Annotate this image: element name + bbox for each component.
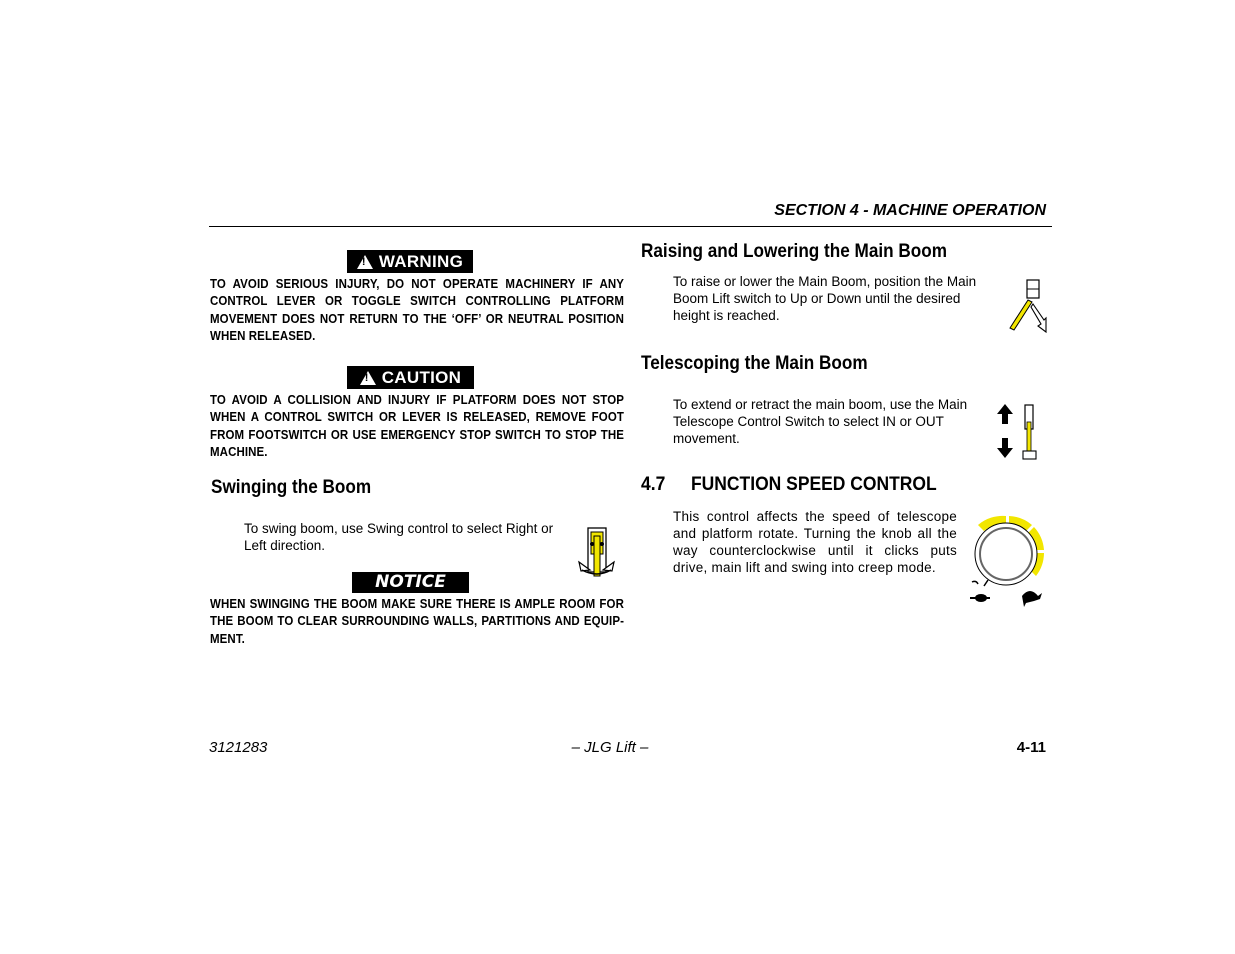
notice-text: WHEN SWINGING THE BOOM MAKE SURE THERE IS AMPLE ROOM FOR THE BOOM TO CLEAR SURROUNDING WALLS, PARTITIONS AND EQUIP-MENT. xyxy=(210,597,624,646)
speed-heading: FUNCTION SPEED CONTROL xyxy=(691,474,937,495)
speed-knob-icon[interactable] xyxy=(966,510,1048,612)
warning-label: WARNING xyxy=(378,251,464,271)
raise-heading: Raising and Lowering the Main Boom xyxy=(641,240,948,262)
boom-lift-switch-icon xyxy=(1006,278,1048,334)
section-header: SECTION 4 - MACHINE OPERATION xyxy=(774,202,1046,219)
rabbit-icon xyxy=(1022,591,1042,607)
swing-control-icon xyxy=(576,526,620,580)
caution-text: TO AVOID A COLLISION AND INJURY IF PLATFORM DOES NOT STOP WHEN A CONTROL SWITCH OR LEVER IS RELEASED, REMOVE FOOT FROM FOOTSWITCH OR USE EMERGENCY STOP SWITCH TO STOP THE MACHINE. xyxy=(210,393,624,459)
header-rule xyxy=(209,226,1052,227)
footer-doc-number: 3121283 xyxy=(209,739,268,756)
caution-triangle-icon xyxy=(360,371,376,385)
warning-badge xyxy=(347,250,473,273)
swing-text: To swing boom, use Swing control to select Right or Left direction. xyxy=(244,521,554,553)
telescope-heading: Telescoping the Main Boom xyxy=(641,352,868,374)
warning-triangle-icon xyxy=(357,255,373,269)
caution-badge xyxy=(347,366,474,389)
speed-text: This control affects the speed of telescope and platform rotate. Turning the knob all the way counterclockwise until it clicks puts drive, main lift and swing into creep mode. xyxy=(673,509,957,575)
telescope-text: To extend or retract the main boom, use the Main Telescope Control Switch to select IN or OUT movement. xyxy=(673,397,968,446)
warning-text: TO AVOID SERIOUS INJURY, DO NOT OPERATE MACHINERY IF ANY CONTROL LEVER OR TOGGLE SWITCH CONTROLLING PLATFORM MOVEMENT DOES NOT RETURN TO THE ‘OFF’ OR NEUTRAL POSITION WHEN RELEASED. xyxy=(210,277,624,343)
raise-text: To raise or lower the Main Boom, position the Main Boom Lift switch to Up or Down until the desired height is reached. xyxy=(673,274,977,323)
footer-center: – JLG Lift – xyxy=(571,739,649,756)
caution-label: CAUTION xyxy=(381,367,462,387)
footer-page-number: 4-11 xyxy=(1016,739,1046,756)
notice-badge: NOTICE xyxy=(352,572,469,593)
swing-heading: Swinging the Boom xyxy=(211,476,372,498)
speed-section-number: 4.7 xyxy=(641,474,666,495)
telescope-switch-icon xyxy=(994,402,1040,462)
